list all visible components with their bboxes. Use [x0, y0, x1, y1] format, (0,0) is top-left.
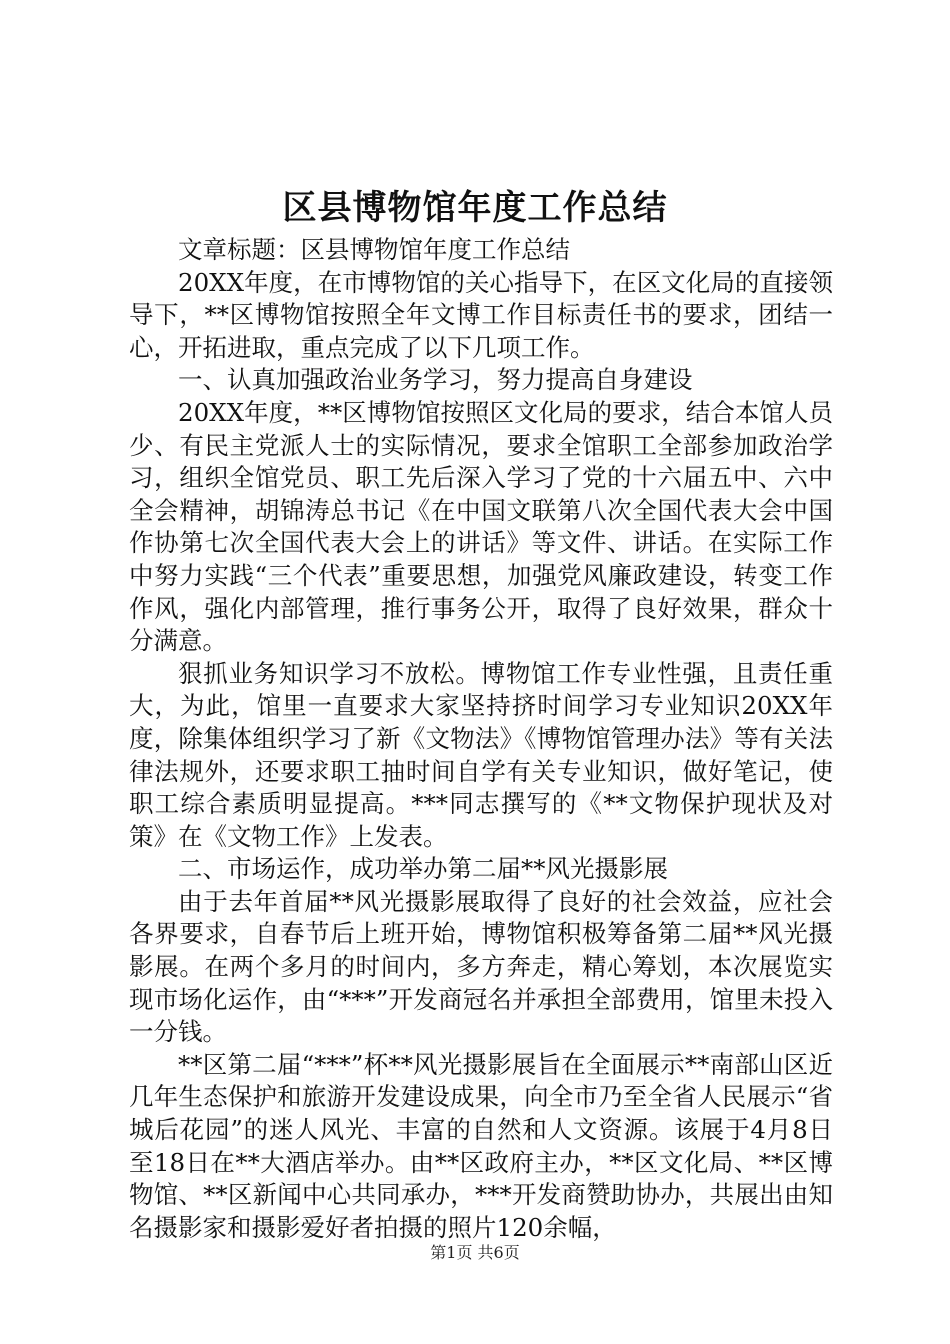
page-footer: 第1页 共6页 — [430, 1243, 520, 1262]
section-heading-2: 二、市场运作，成功举办第二届**风光摄影展 — [178, 854, 668, 884]
section-heading-1: 一、认真加强政治业务学习，努力提高自身建设 — [178, 365, 693, 395]
intro-paragraph: 20XX年度，在市博物馆的关心指导下，在区文化局的直接领导下，**区博物馆按照全年文博工作目标责任书的要求，团结一心，开拓进取，重点完成了以下几项工作。 — [129, 267, 833, 362]
document-body — [129, 234, 833, 1244]
document-title: 区县博物馆年度工作总结 — [282, 188, 668, 228]
article-title-line: 文章标题：区县博物馆年度工作总结 — [178, 235, 570, 264]
body-paragraph: 由于去年首届**风光摄影展取得了良好的社会效益，应社会各界要求，自春节后上班开始，博物馆积极筹备第二届**风光摄影展。在两个多月的时间内，多方奔走，精心筹划，本次展览实现市场化运作，由“***”开发商冠名并承担全部费用，馆里未投入一分钱。 — [129, 886, 833, 1047]
body-paragraph: 狠抓业务知识学习不放松。博物馆工作专业性强，且责任重大，为此，馆里一直要求大家坚持挤时间学习专业知识20XX年度，除集体组织学习了新《文物法》《博物馆管理办法》等有关法律法规外，还要求职工抽时间自学有关专业知识，做好笔记，使职工综合素质明显提高。***同志撰写的《**文物保护现状及对策》在《文物工作》上发表。 — [129, 658, 833, 851]
body-paragraph: **区第二届“***”杯**风光摄影展旨在全面展示**南部山区近几年生态保护和旅游开发建设成果，向全市乃至全省人民展示“省城后花园”的迷人风光、丰富的自然和人文资源。该展于4月8日至18日在**大酒店举办。由**区政府主办，**区文化局、**区博物馆、**区新闻中心共同承办，***开发商赞助协办，共展出由知名摄影家和摄影爱好者拍摄的照片120余幅， — [129, 1049, 833, 1242]
body-paragraph: 20XX年度，**区博物馆按照区文化局的要求，结合本馆人员少、有民主党派人士的实际情况，要求全馆职工全部参加政治学习，组织全馆党员、职工先后深入学习了党的十六届五中、六中全会精神，胡锦涛总书记《在中国文联第八次全国代表大会中国作协第七次全国代表大会上的讲话》等文件、讲话。在实际工作中努力实践“三个代表”重要思想，加强党风廉政建设，转变工作作风，强化内部管理，推行事务公开，取得了良好效果，群众十分满意。 — [129, 397, 833, 656]
